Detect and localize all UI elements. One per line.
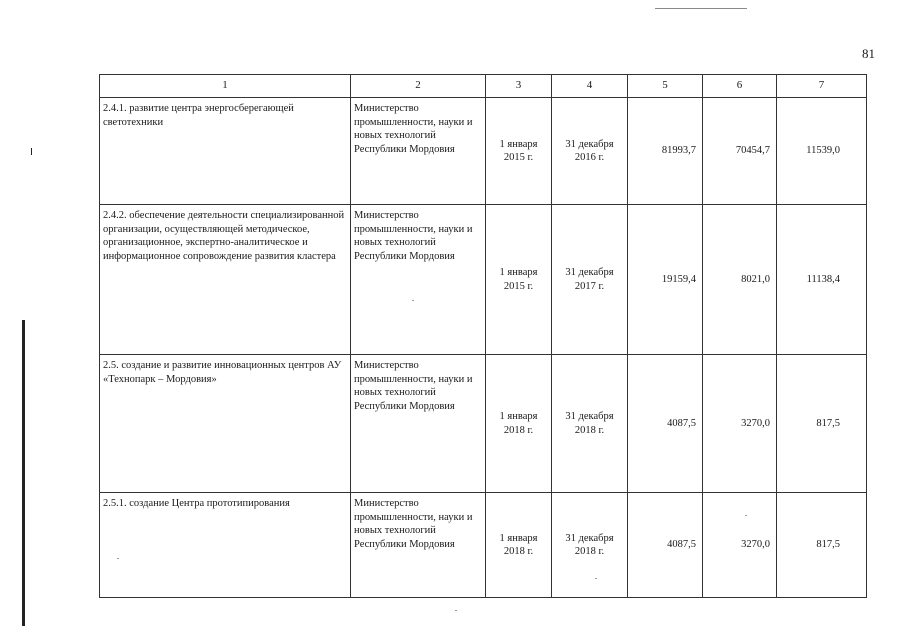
- col7-cell: 817,5: [777, 355, 867, 493]
- end-date-cell: 31 декабря 2018 г.: [552, 493, 628, 598]
- page-number: 81: [862, 46, 875, 61]
- header-row: [100, 75, 867, 98]
- header-cell: 3: [486, 75, 552, 98]
- executor-cell: Министерство промышленности, науки и новых технологий Республики Мордовия: [351, 355, 486, 493]
- total-cell: 19159,4: [628, 205, 703, 355]
- header-cell: 2: [351, 75, 486, 98]
- header-cell: 6: [703, 75, 777, 98]
- col6-cell: 8021,0: [703, 205, 777, 355]
- end-date-cell: 31 декабря 2018 г.: [552, 355, 628, 493]
- scan-artifact-line: [655, 8, 747, 9]
- header-cell: 7: [777, 75, 867, 98]
- program-table: [99, 74, 867, 598]
- activity-name-cell: 2.5. создание и развитие инновационных центров АУ «Технопарк – Мордовия»: [100, 355, 351, 493]
- activity-name-cell: 2.4.1. развитие центра энергосберегающей светотехники: [100, 98, 351, 205]
- scan-speck: [455, 610, 457, 611]
- total-cell: 81993,7: [628, 98, 703, 205]
- total-cell: 4087,5: [628, 493, 703, 598]
- activity-name-cell: 2.5.1. создание Центра прототипирования: [100, 493, 351, 598]
- col6-cell: 3270,0: [703, 355, 777, 493]
- table-row: [100, 205, 867, 355]
- table-row: [100, 493, 867, 598]
- start-date-cell: 1 января 2015 г.: [486, 98, 552, 205]
- table-row: [100, 98, 867, 205]
- left-edge-mark-long: [22, 320, 25, 626]
- start-date-cell: 1 января 2015 г.: [486, 205, 552, 355]
- table-row: [100, 355, 867, 493]
- col7-cell: 11539,0: [777, 98, 867, 205]
- total-cell: 4087,5: [628, 355, 703, 493]
- col6-cell: 70454,7: [703, 98, 777, 205]
- end-date-cell: 31 декабря 2016 г.: [552, 98, 628, 205]
- header-cell: 5: [628, 75, 703, 98]
- activity-name-cell: 2.4.2. обеспечение деятельности специализированной организации, осуществляющей методическое, организационное, экспертно-аналитическое и информационное сопровождение развития кластера: [100, 205, 351, 355]
- left-edge-mark-small: [31, 148, 32, 155]
- executor-cell: Министерство промышленности, науки и новых технологий Республики Мордовия: [351, 205, 486, 355]
- start-date-cell: 1 января 2018 г.: [486, 355, 552, 493]
- start-date-cell: 1 января 2018 г.: [486, 493, 552, 598]
- col6-cell: 3270,0: [703, 493, 777, 598]
- executor-cell: Министерство промышленности, науки и новых технологий Республики Мордовия: [351, 493, 486, 598]
- end-date-cell: 31 декабря 2017 г.: [552, 205, 628, 355]
- header-cell: 1: [100, 75, 351, 98]
- header-cell: 4: [552, 75, 628, 98]
- col7-cell: 817,5: [777, 493, 867, 598]
- executor-cell: Министерство промышленности, науки и новых технологий Республики Мордовия: [351, 98, 486, 205]
- col7-cell: 11138,4: [777, 205, 867, 355]
